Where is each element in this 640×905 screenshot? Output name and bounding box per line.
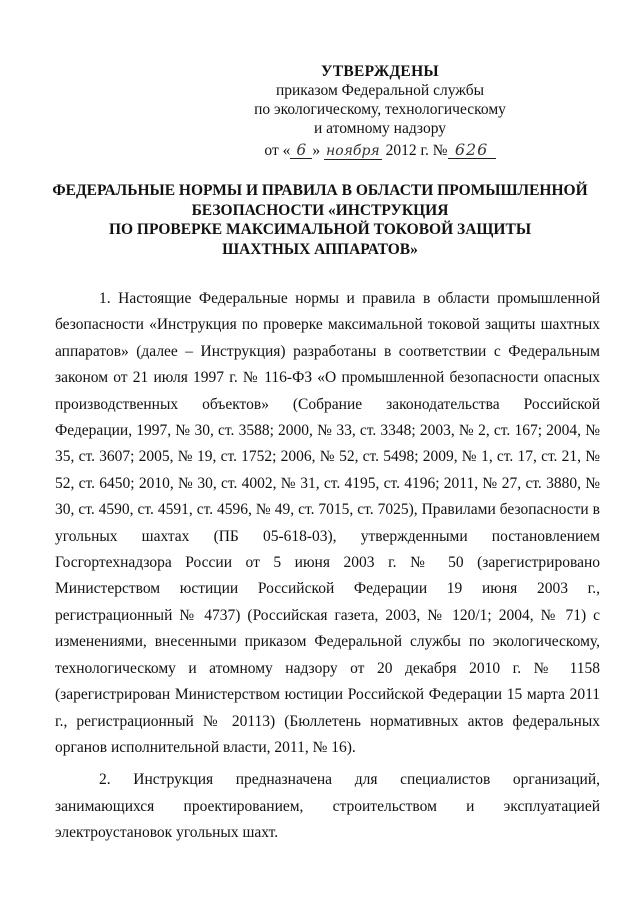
title-line: БЕЗОПАСНОСТИ «ИНСТРУКЦИЯ [191,201,449,219]
date-year: 2012 г. № [385,142,448,159]
date-prefix: от « [264,142,291,159]
approval-line: и атомному надзору [314,120,446,137]
approval-heading: УТВЕРЖДЕНЫ [321,63,439,80]
title-line: ФЕДЕРАЛЬНЫЕ НОРМЫ И ПРАВИЛА В ОБЛАСТИ ПРОМЫШЛЕННОЙ [52,182,588,199]
order-date-line [230,141,530,160]
paragraph: 1. Настоящие Федеральные нормы и правила в области промышленной безопасности «Инструкция по проверке максимальной токовой защиты шахтных аппаратов» (далее – Инструкция) разработаны в соответствии с Федеральным законом от 21 июля 1997 г. № 116-ФЗ «О промышленной безопасности опасных производственных объектов» (Собрание законодательства Российской Федерации, 1997, № 30, ст. 3588; 2000, № 33, ст. 3348; 2003, № 2, ст. 167; 2004, № 35, ст. 3607; 2005, № 19, ст. 1752; 2006, № 52, ст. 5498; 2009, № 1, ст. 17, ст. 21, № 52, ст. 6450; 2010, № 30, ст. 4002, № 31, ст. 4195, ст. 4196; 2011, № 27, ст. 3880, № 30, ст. 4590, ст. 4591, ст. 4596, № 49, ст. 7015, ст. 7025), Правилами безопасности в угольных шахтах (ПБ 05-618-03), утвержденными постановлением Госгортехнадзора России от 5 июня 2003 г. № 50 (зарегистрировано Министерством юстиции Российской Федерации 19 июня 2003 г., регистрационный № 4737) (Российская газета, 2003, № 120/1; 2004, № 71) с изменениями, внесенными приказом Федеральной службы по экологическому, технологическому и атомному надзору от 20 декабря 2010 г. № 1158 (зарегистрирован Министерством юстиции Российской Федерации 15 марта 2011 г., регистрационный № 20113) (Бюллетень нормативных актов федеральных органов исполнительной власти, 2011, № 16). [55,290,600,756]
handwritten-month: ноября [325,143,380,159]
approval-line: приказом Федеральной службы [275,82,485,99]
document-body [55,286,600,847]
document-title [40,181,600,259]
approval-block [230,62,530,160]
handwritten-order-number: 626 [448,142,496,159]
title-line: ПО ПРОВЕРКЕ МАКСИМАЛЬНОЙ ТОКОВОЙ ЗАЩИТЫ [108,221,532,238]
paragraph: 2. Инструкция предназначена для специалистов организаций, занимающихся проектированием, строительством и эксплуатацией электроустановок угольных шахт. [55,771,600,842]
title-line: ШАХТНЫХ АППАРАТОВ» [222,240,418,258]
handwritten-day: 6 [290,142,312,159]
date-mid: » [312,142,321,159]
approval-line: по экологическому, технологическому [254,101,506,118]
